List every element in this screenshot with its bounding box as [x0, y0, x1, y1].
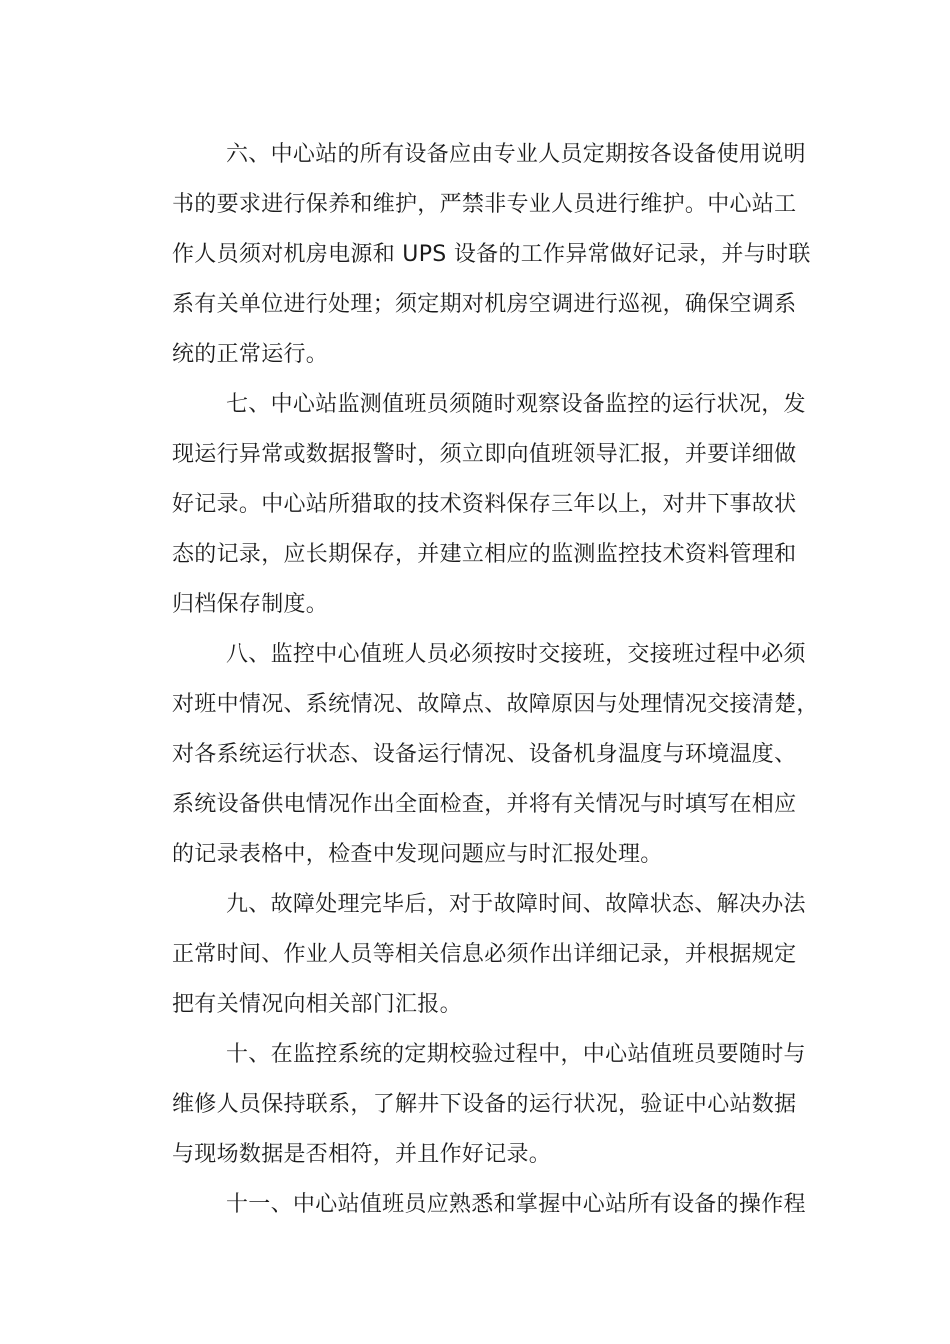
paragraph-line: 书的要求进行保养和维护，严禁非专业人员进行维护。中心站工: [172, 192, 797, 217]
paragraph-line: 现运行异常或数据报警时，须立即向值班领导汇报，并要详细做: [172, 442, 797, 467]
paragraph-line: 九、故障处理完毕后，对于故障时间、故障状态、解决办法: [226, 892, 806, 917]
paragraph-line: 八、监控中心值班人员必须按时交接班，交接班过程中必须: [226, 642, 806, 667]
paragraph-line: 十一、中心站值班员应熟悉和掌握中心站所有设备的操作程: [226, 1192, 806, 1217]
paragraph-line: 十、在监控系统的定期校验过程中，中心站值班员要随时与: [226, 1042, 806, 1067]
paragraph-line: 好记录。中心站所猎取的技术资料保存三年以上，对井下事故状: [172, 492, 797, 517]
paragraph-6: [172, 130, 862, 380]
paragraph-line: 对各系统运行状态、设备运行情况、设备机身温度与环境温度、: [172, 742, 797, 767]
paragraph-line: 六、中心站的所有设备应由专业人员定期按各设备使用说明: [226, 142, 806, 167]
paragraph-line: 统的正常运行。: [172, 342, 329, 367]
paragraph-8: [172, 630, 862, 880]
paragraph-9: [172, 880, 862, 1030]
paragraph-line: 系统设备供电情况作出全面检查，并将有关情况与时填写在相应: [172, 792, 797, 817]
paragraph-line: 的记录表格中，检查中发现问题应与时汇报处理。: [172, 842, 663, 867]
paragraph-line: 与现场数据是否相符，并且作好记录。: [172, 1142, 552, 1167]
paragraph-11: [172, 1180, 862, 1230]
document-body: [172, 130, 862, 1230]
paragraph-line: 作人员须对机房电源和 UPS 设备的工作异常做好记录，并与时联: [172, 242, 811, 267]
paragraph-10: [172, 1030, 862, 1180]
paragraph-line: 态的记录，应长期保存，并建立相应的监测监控技术资料管理和: [172, 542, 797, 567]
paragraph-line: 七、中心站监测值班员须随时观察设备监控的运行状况，发: [226, 392, 806, 417]
paragraph-line: 归档保存制度。: [172, 592, 329, 617]
paragraph-7: [172, 380, 862, 630]
paragraph-line: 维修人员保持联系，了解井下设备的运行状况，验证中心站数据: [172, 1092, 797, 1117]
paragraph-line: 把有关情况向相关部门汇报。: [172, 992, 462, 1017]
paragraph-line: 系有关单位进行处理；须定期对机房空调进行巡视，确保空调系: [172, 292, 797, 317]
paragraph-line: 对班中情况、系统情况、故障点、故障原因与处理情况交接清楚，: [172, 692, 819, 717]
paragraph-line: 正常时间、作业人员等相关信息必须作出详细记录，并根据规定: [172, 942, 797, 967]
